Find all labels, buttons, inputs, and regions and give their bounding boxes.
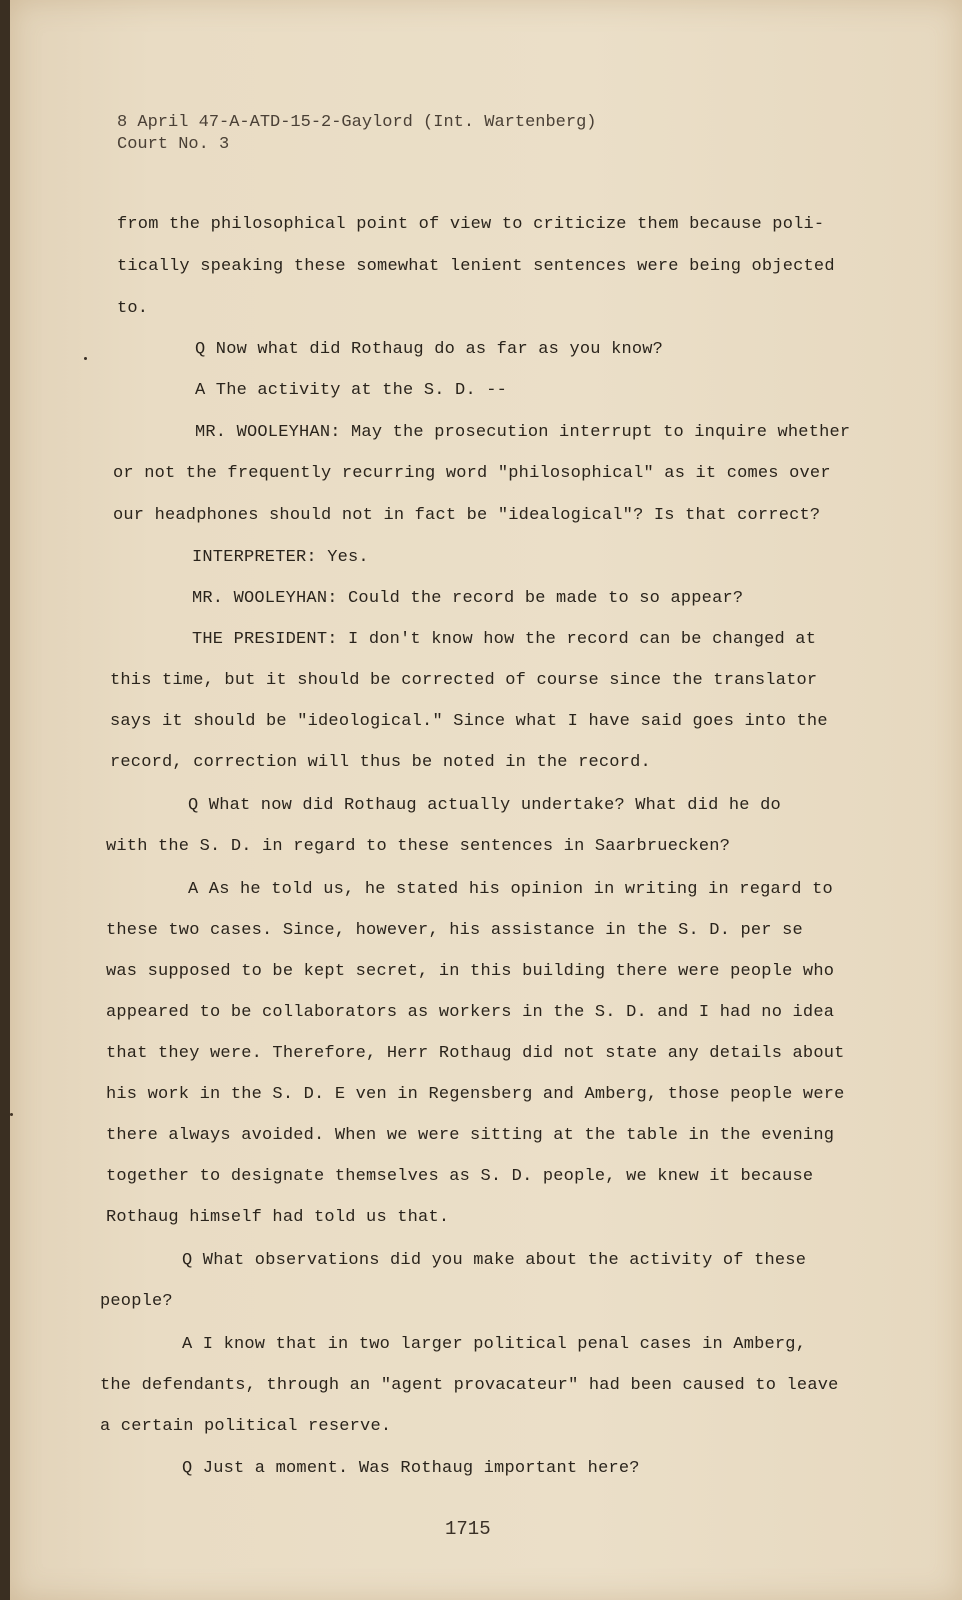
text-line: people? [100, 1292, 173, 1311]
document-page [10, 0, 962, 1600]
document-header [117, 112, 596, 156]
text-line: MR. WOOLEYHAN: May the prosecution interrupt to inquire whether [195, 423, 851, 442]
text-line: together to designate themselves as S. D. people, we knew it because [106, 1167, 814, 1186]
text-line: that they were. Therefore, Herr Rothaug did not state any details about [106, 1044, 845, 1063]
paper-speck [84, 357, 87, 360]
text-line: says it should be "ideological." Since what I have said goes into the [110, 712, 828, 731]
text-line: this time, but it should be corrected of course since the translator [110, 671, 818, 690]
text-line: with the S. D. in regard to these sentences in Saarbruecken? [106, 837, 731, 856]
text-line: tically speaking these somewhat lenient sentences were being objected [117, 257, 835, 276]
text-line: to. [117, 299, 149, 318]
text-line: Q Just a moment. Was Rothaug important here? [182, 1459, 640, 1478]
text-line: A As he told us, he stated his opinion in writing in regard to [188, 880, 833, 899]
text-line: from the philosophical point of view to criticize them because poli- [117, 215, 825, 234]
paper-speck [10, 1113, 13, 1116]
text-line: Q What observations did you make about the activity of these [182, 1251, 807, 1270]
text-line: or not the frequently recurring word "philosophical" as it comes over [113, 464, 831, 483]
text-line: his work in the S. D. E ven in Regensberg and Amberg, those people were [106, 1085, 845, 1104]
text-line: there always avoided. When we were sitting at the table in the evening [106, 1126, 835, 1145]
page-number: 1715 [445, 1518, 491, 1540]
text-line: our headphones should not in fact be "idealogical"? Is that correct? [113, 506, 821, 525]
text-line: A The activity at the S. D. -- [195, 381, 508, 400]
text-line: MR. WOOLEYHAN: Could the record be made to so appear? [192, 589, 744, 608]
text-line: Rothaug himself had told us that. [106, 1208, 450, 1227]
text-line: these two cases. Since, however, his assistance in the S. D. per se [106, 921, 803, 940]
text-line: A I know that in two larger political penal cases in Amberg, [182, 1335, 807, 1354]
text-line: INTERPRETER: Yes. [192, 548, 369, 567]
header-line-1: 8 April 47-A-ATD-15-2-Gaylord (Int. Wartenberg) [117, 113, 597, 132]
text-line: the defendants, through an "agent provacateur" had been caused to leave [100, 1376, 839, 1395]
header-line-2: Court No. 3 [117, 135, 230, 154]
text-line: Q Now what did Rothaug do as far as you know? [195, 340, 664, 359]
text-line: record, correction will thus be noted in the record. [110, 753, 651, 772]
text-line: appeared to be collaborators as workers in the S. D. and I had no idea [106, 1003, 835, 1022]
text-line: a certain political reserve. [100, 1417, 392, 1436]
text-line: THE PRESIDENT: I don't know how the record can be changed at [192, 630, 817, 649]
text-line: Q What now did Rothaug actually undertake? What did he do [188, 796, 781, 815]
text-line: was supposed to be kept secret, in this building there were people who [106, 962, 835, 981]
